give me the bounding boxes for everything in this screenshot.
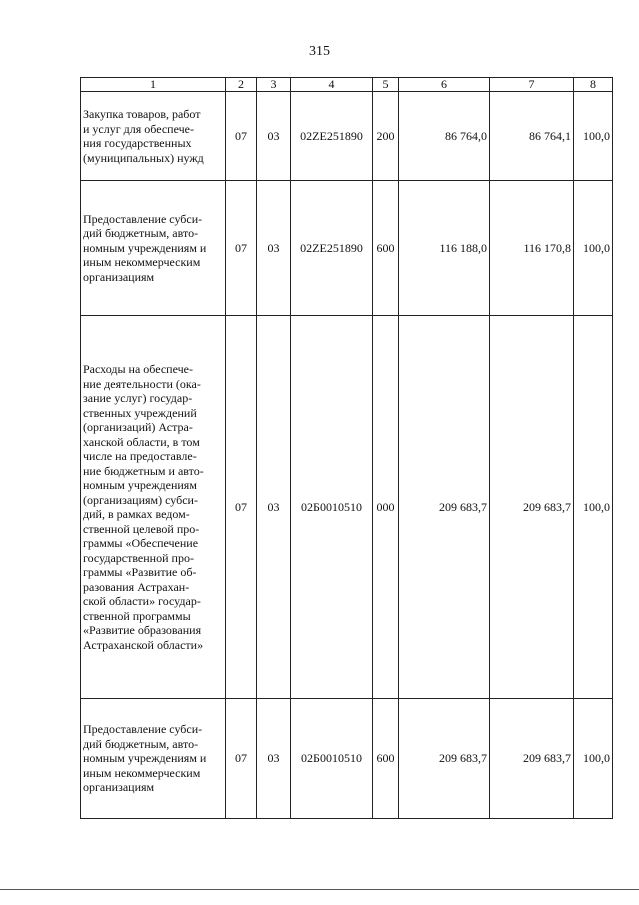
section-code: 07 [226,181,257,316]
header-row [81,78,613,92]
expense-type-code: 200 [373,92,399,181]
executed-amount: 116 170,8 [490,181,574,316]
subsection-code: 03 [257,699,291,819]
header-col-4: 4 [291,78,373,92]
target-article-code: 02Б0010510 [291,699,373,819]
row-name: Закупка товаров, работ и услуг для обеспече- ния государственных (муниципальных) нужд [81,92,226,181]
execution-percent: 100,0 [574,181,613,316]
header-col-1: 1 [81,78,226,92]
target-article-code: 02ZE251890 [291,92,373,181]
row-name: Расходы на обеспече- ние деятельности (ока- зание услуг) государ- ственных учреждений (организаций) Астра- ханской области, в том числе на предоставле- ние бюджетным и авто- номным учреждениям (организациям) субси- дий, в рамках ведом- ственной целевой про- граммы «Обеспечение государственной про- граммы «Развитие об- разования Астрахан- ской области» государ- ственной программы «Развитие образования Астраханской области» [81,316,226,699]
header-col-8: 8 [574,78,613,92]
expense-type-code: 600 [373,181,399,316]
header-col-2: 2 [226,78,257,92]
executed-amount: 86 764,1 [490,92,574,181]
section-code: 07 [226,316,257,699]
section-code: 07 [226,699,257,819]
planned-amount: 86 764,0 [399,92,490,181]
row-name: Предоставление субси- дий бюджетным, авто- номным учреждениям и иным некоммерческим организациям [81,699,226,819]
expense-type-code: 000 [373,316,399,699]
table-row [81,699,613,819]
execution-percent: 100,0 [574,699,613,819]
subsection-code: 03 [257,181,291,316]
target-article-code: 02Б0010510 [291,316,373,699]
execution-percent: 100,0 [574,92,613,181]
header-col-7: 7 [490,78,574,92]
subsection-code: 03 [257,92,291,181]
planned-amount: 209 683,7 [399,699,490,819]
planned-amount: 116 188,0 [399,181,490,316]
budget-table [80,77,613,819]
table-row [81,316,613,699]
subsection-code: 03 [257,316,291,699]
executed-amount: 209 683,7 [490,316,574,699]
table-row [81,181,613,316]
page-bottom-rule [0,889,639,890]
execution-percent: 100,0 [574,316,613,699]
section-code: 07 [226,92,257,181]
header-col-6: 6 [399,78,490,92]
header-col-3: 3 [257,78,291,92]
table-row [81,92,613,181]
executed-amount: 209 683,7 [490,699,574,819]
row-name: Предоставление субси- дий бюджетным, авто- номным учреждениям и иным некоммерческим организациям [81,181,226,316]
planned-amount: 209 683,7 [399,316,490,699]
target-article-code: 02ZE251890 [291,181,373,316]
header-col-5: 5 [373,78,399,92]
expense-type-code: 600 [373,699,399,819]
page-number: 315 [309,44,330,59]
